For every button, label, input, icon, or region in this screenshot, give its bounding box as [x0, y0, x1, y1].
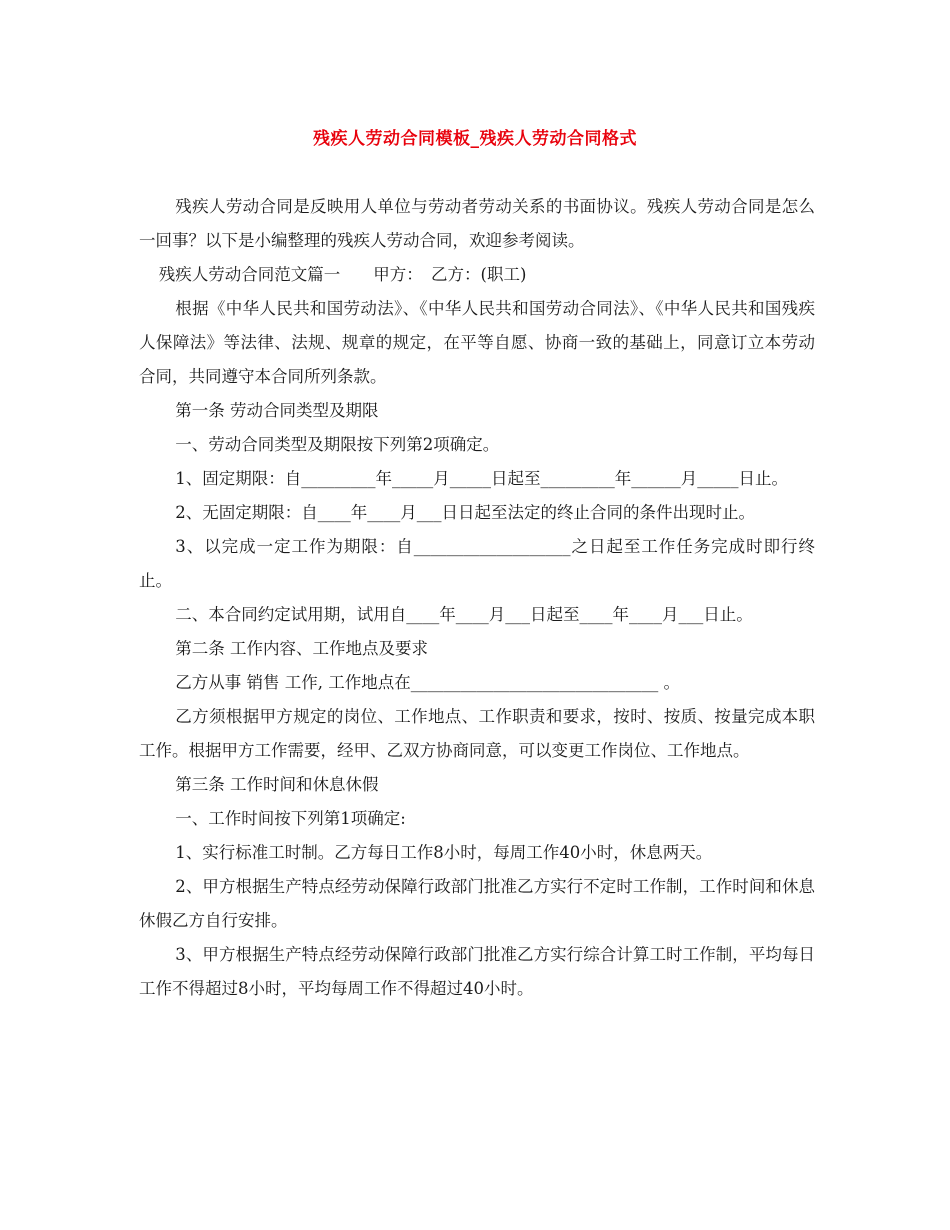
article-3-heading: 第三条 工作时间和休息休假: [175, 775, 379, 794]
paragraph-fixed-term: 1、固定期限：自_________年_____月_____日起至_________年______月_____日止。: [175, 469, 789, 488]
paragraph-standard-hours: 1、实行标准工时制。乙方每日工作8小时，每周工作40小时，休息两天。: [175, 843, 713, 862]
paragraph-probation: 二、本合同约定试用期，试用自____年____月___日起至____年____月___日止。: [175, 605, 753, 624]
paragraph-working-hours: 一、工作时间按下列第1项确定:: [175, 809, 406, 828]
paragraph-comprehensive-hours: 3、甲方根据生产特点经劳动保障行政部门批准乙方实行综合计算工时工作制，平均每日工作不得超过8小时，平均每周工作不得超过40小时。: [139, 945, 815, 998]
paragraph-legal-basis: 根据《中华人民共和国劳动法》、《中华人民共和国劳动合同法》、《中华人民共和国残疾人保障法》等法律、法规、规章的规定，在平等自愿、协商一致的基础上，同意订立本劳动合同，共同遵守本合同所列条款。: [139, 299, 815, 386]
article-2-heading: 第二条 工作内容、工作地点及要求: [175, 639, 429, 658]
paragraph-task-term: 3、以完成一定工作为期限：自___________________之日起至工作任务完成时即行终止。: [139, 537, 815, 590]
paragraph-job-duties: 乙方须根据甲方规定的岗位、工作地点、工作职责和要求，按时、按质、按量完成本职工作。根据甲方工作需要，经甲、乙双方协商同意，可以变更工作岗位、工作地点。: [139, 707, 815, 760]
document-body: [139, 190, 815, 1006]
paragraph-intro: 残疾人劳动合同是反映用人单位与劳动者劳动关系的书面协议。残疾人劳动合同是怎么一回事？以下是小编整理的残疾人劳动合同，欢迎参考阅读。: [139, 197, 815, 250]
article-1-heading: 第一条 劳动合同类型及期限: [175, 401, 379, 420]
paragraph-contract-type: 一、劳动合同类型及期限按下列第2项确定。: [175, 435, 500, 454]
paragraph-flexible-hours: 2、甲方根据生产特点经劳动保障行政部门批准乙方实行不定时工作制，工作时间和休息休假乙方自行安排。: [139, 877, 815, 930]
paragraph-open-term: 2、无固定期限：自____年____月___日日起至法定的终止合同的条件出现时止。: [175, 503, 756, 522]
paragraph-sample-heading: 残疾人劳动合同范文篇一 甲方： 乙方：(职工): [158, 265, 527, 284]
document-title: 残疾人劳动合同模板_残疾人劳动合同格式: [313, 129, 637, 149]
paragraph-job-location: 乙方从事 销售 工作, 工作地点在______________________________ 。: [175, 673, 681, 692]
